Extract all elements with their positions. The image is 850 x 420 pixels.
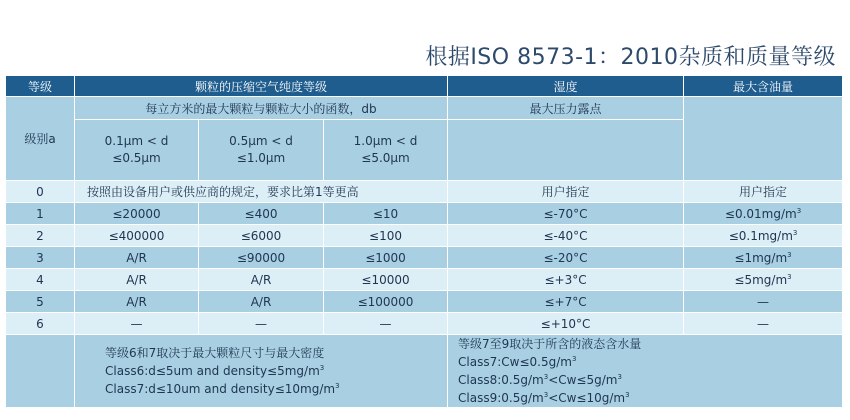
size-range-3: 1.0μm < d ≤5.0μm xyxy=(324,120,448,181)
humidity-cell: ≤-70°C xyxy=(448,203,684,225)
note-class-7-9: 等级7至9取决于所含的液态含水量 $Class7:Cw\le 0.5g/m^3$ $Class8:0.5g/m^3<Cw\le 5g/m^3$ $Class9:0.5g/m^3<Cw\le 10g/m^3$ xyxy=(448,335,843,408)
oil-cell: — xyxy=(684,291,843,313)
particle-cell: A/R xyxy=(75,291,199,313)
humidity-cell: ≤+3°C xyxy=(448,269,684,291)
particle-cell: ≤100000 xyxy=(324,291,448,313)
grade-cell: 2 xyxy=(6,225,75,247)
particle-cell: — xyxy=(324,313,448,335)
table-row xyxy=(6,181,843,203)
particle-cell: ≤400000 xyxy=(75,225,199,247)
oil-cell: — xyxy=(684,313,843,335)
particle-cell: A/R xyxy=(199,269,324,291)
particle-cell: ≤90000 xyxy=(199,247,324,269)
humidity-cell: ≤-20°C xyxy=(448,247,684,269)
particle-cell: — xyxy=(75,313,199,335)
grade-cell: 1 xyxy=(6,203,75,225)
oil-cell: $\le 1mg/m^3$ xyxy=(684,247,843,269)
grade0-text: 按照由设备用户或供应商的规定，要求比第1等更高 xyxy=(75,181,448,203)
particle-cell: A/R xyxy=(75,269,199,291)
grade-cell: 6 xyxy=(6,313,75,335)
particle-cell: ≤400 xyxy=(199,203,324,225)
particle-cell: ≤1000 xyxy=(324,247,448,269)
grade-cell: 3 xyxy=(6,247,75,269)
particle-cell: ≤100 xyxy=(324,225,448,247)
header-oil: 最大含油量 xyxy=(684,76,843,97)
table-row xyxy=(6,269,843,291)
oil-cell: $\le 5mg/m^3$ xyxy=(684,269,843,291)
grade-cell: 5 xyxy=(6,291,75,313)
humidity-cell: 用户指定 xyxy=(448,181,684,203)
table-row xyxy=(6,291,843,313)
humidity-subheader-blank xyxy=(448,120,684,181)
oil-cell: $\le 0.1mg/m^3$ xyxy=(684,225,843,247)
humidity-cell: ≤+7°C xyxy=(448,291,684,313)
grade-cell: 0 xyxy=(6,181,75,203)
particle-cell: ≤10000 xyxy=(324,269,448,291)
particle-cell: A/R xyxy=(75,247,199,269)
particle-cell: ≤6000 xyxy=(199,225,324,247)
humidity-cell: ≤-40°C xyxy=(448,225,684,247)
table-row xyxy=(6,225,843,247)
size-range-2: 0.5μm < d ≤1.0μm xyxy=(199,120,324,181)
size-range-1: 0.1μm < d ≤0.5μm xyxy=(75,120,199,181)
particle-cell: ≤20000 xyxy=(75,203,199,225)
page-title: 根据ISO 8573-1：2010杂质和质量等级 xyxy=(425,45,836,70)
oil-cell: $\le 0.01mg/m^3$ xyxy=(684,203,843,225)
table-row xyxy=(6,313,843,335)
particle-cell: — xyxy=(199,313,324,335)
particle-desc: 每立方米的最大颗粒与颗粒大小的函数，db xyxy=(75,97,448,120)
particle-cell: ≤10 xyxy=(324,203,448,225)
level-label: 级别a xyxy=(6,97,75,181)
oil-cell: 用户指定 xyxy=(684,181,843,203)
humidity-desc: 最大压力露点 xyxy=(448,97,684,120)
header-grade: 等级 xyxy=(6,76,75,97)
notes-blank xyxy=(6,335,75,408)
notes-row xyxy=(6,335,843,408)
oil-subheader-blank xyxy=(684,97,843,181)
header-humidity: 湿度 xyxy=(448,76,684,97)
iso-quality-table xyxy=(6,76,843,408)
header-particle: 颗粒的压缩空气纯度等级 xyxy=(75,76,448,97)
table-row xyxy=(6,247,843,269)
grade-cell: 4 xyxy=(6,269,75,291)
note-class-6-7: 等级6和7取决于最大颗粒尺寸与最大密度 Class6:d≤5um and $density\le 5mg/m^3$ Class7:d≤10um and $density\le 10mg/m^3$ xyxy=(75,335,448,408)
particle-cell: A/R xyxy=(199,291,324,313)
humidity-cell: ≤+10°C xyxy=(448,313,684,335)
table-row xyxy=(6,203,843,225)
